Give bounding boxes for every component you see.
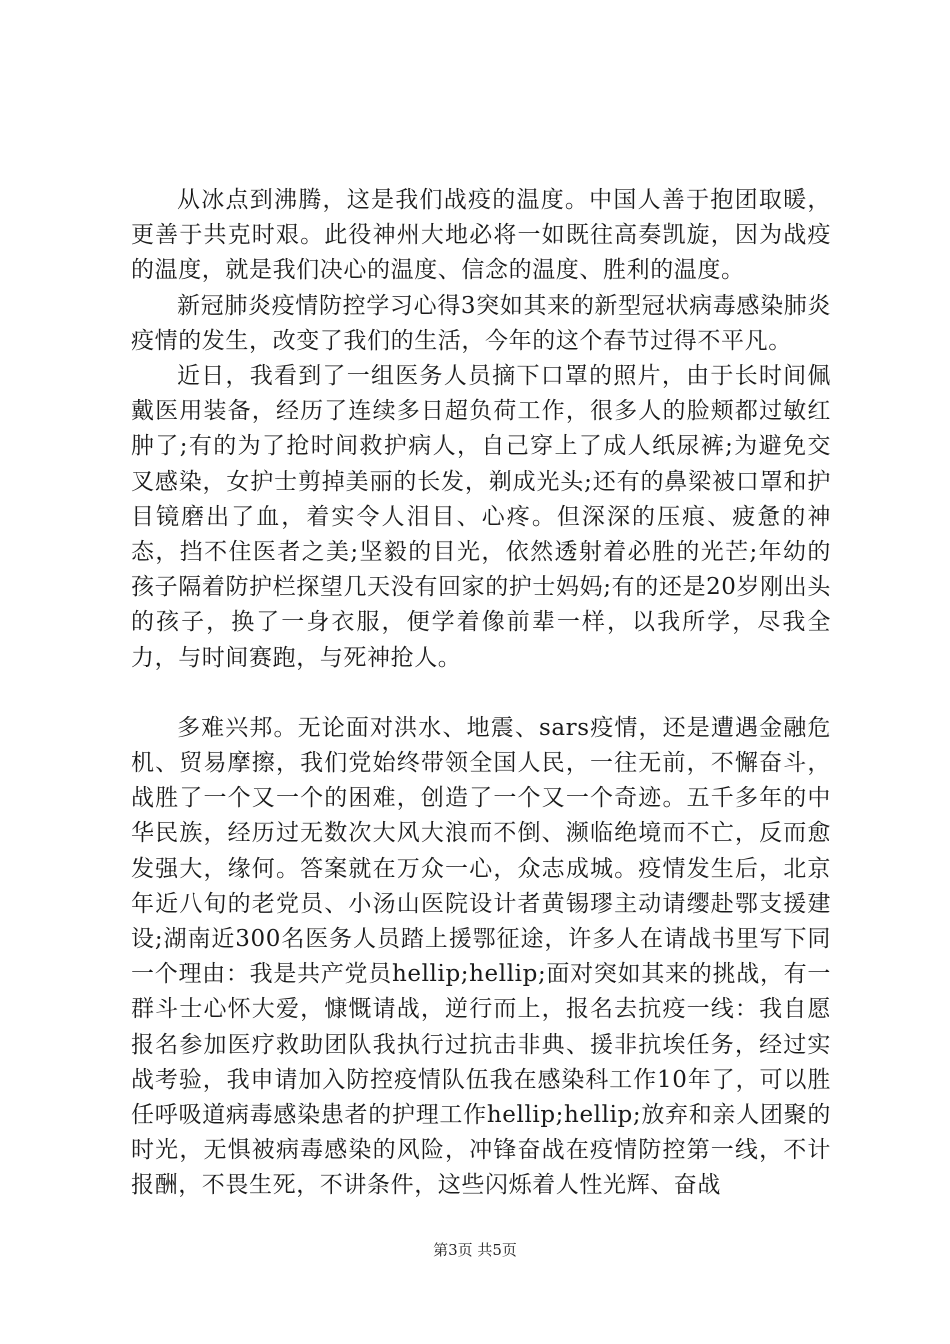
document-body — [131, 183, 831, 1204]
paragraph-2: 新冠肺炎疫情防控学习心得3突如其来的新型冠状病毒感染肺炎疫情的发生，改变了我们的生活，今年的这个春节过得不平凡。 — [131, 292, 831, 354]
paragraph-1: 从冰点到沸腾，这是我们战疫的温度。中国人善于抱团取暖，更善于共克时艰。此役神州大地必将一如既往高奏凯旋，因为战疫的温度，就是我们决心的温度、信念的温度、胜利的温度。 — [131, 187, 831, 284]
paragraph-3: 近日，我看到了一组医务人员摘下口罩的照片，由于长时间佩戴医用装备，经历了连续多日超负荷工作，很多人的脸颊都过敏红肿了;有的为了抢时间救护病人，自己穿上了成人纸尿裤;为避免交叉感染，女护士剪掉美丽的长发，剃成光头;还有的鼻梁被口罩和护目镜磨出了血，着实令人泪目、心疼。但深深的压痕、疲惫的神态，挡不住医者之美;坚毅的目光，依然透射着必胜的光芒;年幼的孩子隔着防护栏探望几天没有回家的护士妈妈;有的还是20岁刚出头的孩子，换了一身衣服，便学着像前辈一样，以我所学，尽我全力，与时间赛跑，与死神抢人。 — [131, 363, 831, 671]
paragraph-spacer — [131, 676, 831, 711]
paragraph-4: 多难兴邦。无论面对洪水、地震、sars疫情，还是遭遇金融危机、贸易摩擦，我们党始终带领全国人民，一往无前，不懈奋斗，战胜了一个又一个的困难，创造了一个又一个奇迹。五千多年的中华民族，经历过无数次大风大浪而不倒、濒临绝境而不亡，反而愈发强大，缘何。答案就在万众一心，众志成城。疫情发生后，北京年近八旬的老党员、小汤山医院设计者黄锡璆主动请缨赴鄂支援建设;湖南近300名医务人员踏上援鄂征途，许多人在请战书里写下同一个理由：我是共产党员hellip;hellip;面对突如其来的挑战，有一群斗士心怀大爱，慷慨请战，逆行而上，报名去抗疫一线：我自愿报名参加医疗救助团队我执行过抗击非典、援非抗埃任务，经过实战考验，我申请加入防控疫情队伍我在感染科工作10年了，可以胜任呼吸道病毒感染患者的护理工作hellip;hellip;放弃和亲人团聚的时光，无惧被病毒感染的风险，冲锋奋战在疫情防控第一线，不计报酬，不畏生死，不讲条件，这些闪烁着人性光辉、奋战 — [131, 714, 831, 1199]
page-number-footer: 第3页 共5页 — [433, 1241, 517, 1259]
